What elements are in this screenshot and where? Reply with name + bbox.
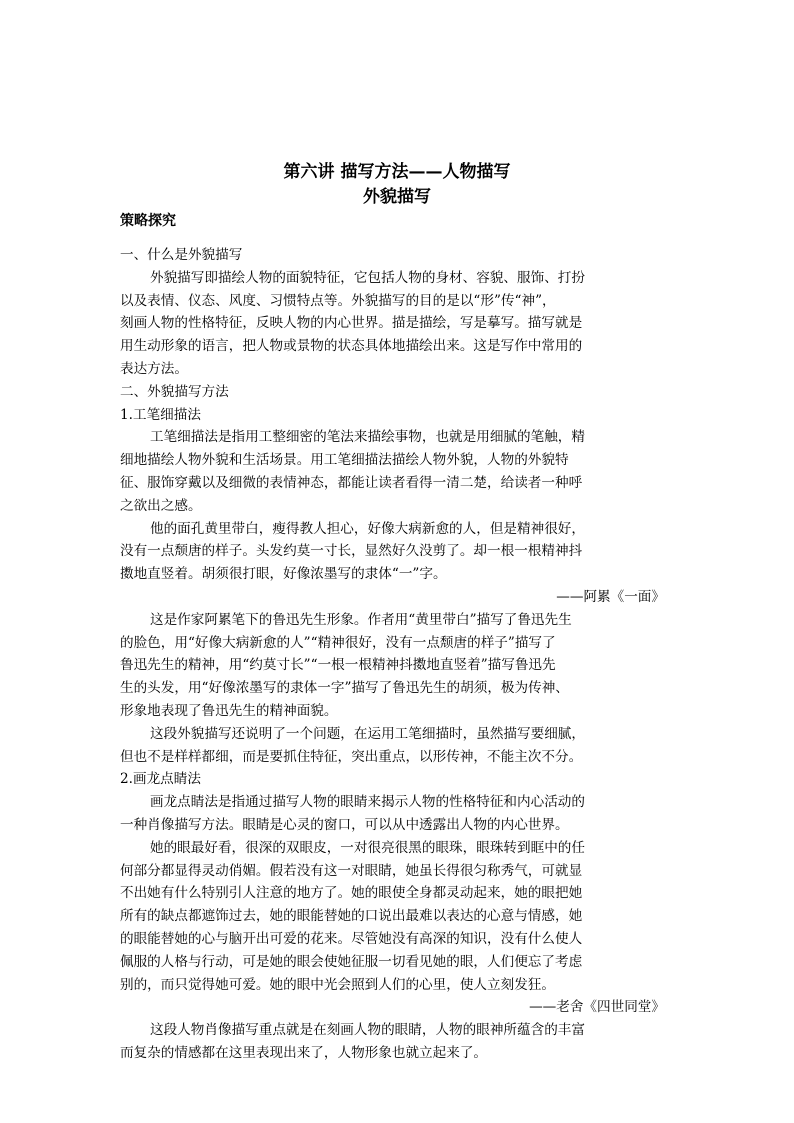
- text-line: 刻画人物的性格特征，反映人物的内心世界。描是描绘，写是摹写。描写就是: [120, 315, 583, 332]
- text-line: 征、服饰穿戴以及细微的表情神态，都能让读者看得一清二楚，给读者一种呼: [120, 474, 583, 491]
- text-line: 但也不是样样都细，而是要抓住特征，突出重点，以形传神，不能主次不分。: [120, 748, 583, 765]
- page-title: 第六讲 描写方法——人物描写: [283, 162, 511, 182]
- document-body: [120, 244, 665, 1065]
- subheading-line: 一、什么是外貌描写: [120, 247, 243, 263]
- attribution-line: ——阿累《一面》: [556, 588, 665, 605]
- text-line: 所有的缺点都遮饰过去，她的眼能替她的口说出最难以表达的心意与情感，她: [120, 908, 583, 925]
- text-line: 细地描绘人物外貌和生活场景。用工笔细描法描绘人物外貌，人物的外貌特: [120, 452, 569, 469]
- text-line: 的眼能替她的心与脑开出可爱的花来。尽管她没有高深的知识，没有什么使人: [120, 930, 583, 947]
- text-line: 以及表情、仪态、风度、习惯特点等。外貌描写的目的是以“形”传“神”，: [120, 292, 556, 309]
- text-line: 她的眼最好看，很深的双眼皮，一对很亮很黑的眼珠，眼珠转到眶中的任: [150, 839, 585, 856]
- text-line: 不出她有什么特别引人注意的地方了。她的眼使全身都灵动起来，她的眼把她: [120, 885, 583, 902]
- text-line: 一种肖像描写方法。眼睛是心灵的窗口，可以从中透露出人物的内心世界。: [120, 816, 569, 833]
- text-line: 而复杂的情感都在这里表现出来了，人物形象也就立起来了。: [120, 1044, 488, 1061]
- text-line: 生的头发，用“好像浓墨写的隶体一字”描写了鲁迅先生的胡须，极为传神、: [120, 680, 569, 697]
- text-line: 鲁迅先生的精神，用“约莫寸长”“一根一根精神抖擞地直竖着”描写鲁迅先: [120, 657, 556, 674]
- page-subtitle: 外貌描写: [363, 187, 431, 207]
- text-line: 用生动形象的语言，把人物或景物的状态具体地描绘出来。这是写作中常用的: [120, 338, 583, 355]
- text-line: 的脸色，用“好像大病新愈的人”“精神很好，没有一点颓唐的样子”描写了: [120, 634, 556, 651]
- attribution-line: ——老舍《四世同堂》: [529, 999, 665, 1016]
- text-line: 这是作家阿累笔下的鲁迅先生形象。作者用“黄里带白”描写了鲁迅先生: [150, 611, 572, 628]
- text-line: 工笔细描法是指用工整细密的笔法来描绘事物，也就是用细腻的笔触，精: [150, 429, 585, 446]
- text-line: 外貌描写即描绘人物的面貌特征，它包括人物的身材、容貌、服饰、打扮: [150, 269, 585, 286]
- text-line: 这段人物肖像描写重点就是在刻画人物的眼睛，人物的眼神所蕴含的丰富: [150, 1022, 585, 1039]
- subheading-line: 二、外貌描写方法: [120, 383, 229, 400]
- text-line: 之欲出之感。: [120, 497, 202, 514]
- subheading-line: 1.工笔细描法: [120, 406, 201, 423]
- text-line: 擞地直竖着。胡须很打眼，好像浓墨写的隶体“一”字。: [120, 566, 447, 583]
- text-line: 表达方法。: [120, 360, 188, 377]
- text-line: 这段外貌描写还说明了一个问题，在运用工笔细描时，虽然描写要细腻，: [150, 725, 585, 742]
- text-line: 没有一点颓唐的样子。头发约莫一寸长，显然好久没剪了。却一根一根精神抖: [120, 543, 583, 560]
- text-line: 形象地表现了鲁迅先生的精神面貌。: [120, 702, 338, 719]
- section-heading: 策略探究: [120, 213, 176, 229]
- text-line: 别的，而只觉得她可爱。她的眼中光会照到人们的心里，使人立刻发狂。: [120, 976, 555, 993]
- text-line: 他的面孔黄里带白，瘦得教人担心，好像大病新愈的人，但是精神很好，: [150, 520, 585, 537]
- text-line: 何部分都显得灵动俏媚。假若没有这一对眼睛，她虽长得很匀称秀气，可就显: [120, 862, 583, 879]
- subheading-line: 2.画龙点睛法: [120, 771, 201, 788]
- text-line: 佩服的人格与行动，可是她的眼会使她征服一切看见她的眼，人们便忘了考虑: [120, 953, 583, 970]
- text-line: 画龙点睛法是指通过描写人物的眼睛来揭示人物的性格特征和内心活动的: [150, 794, 585, 811]
